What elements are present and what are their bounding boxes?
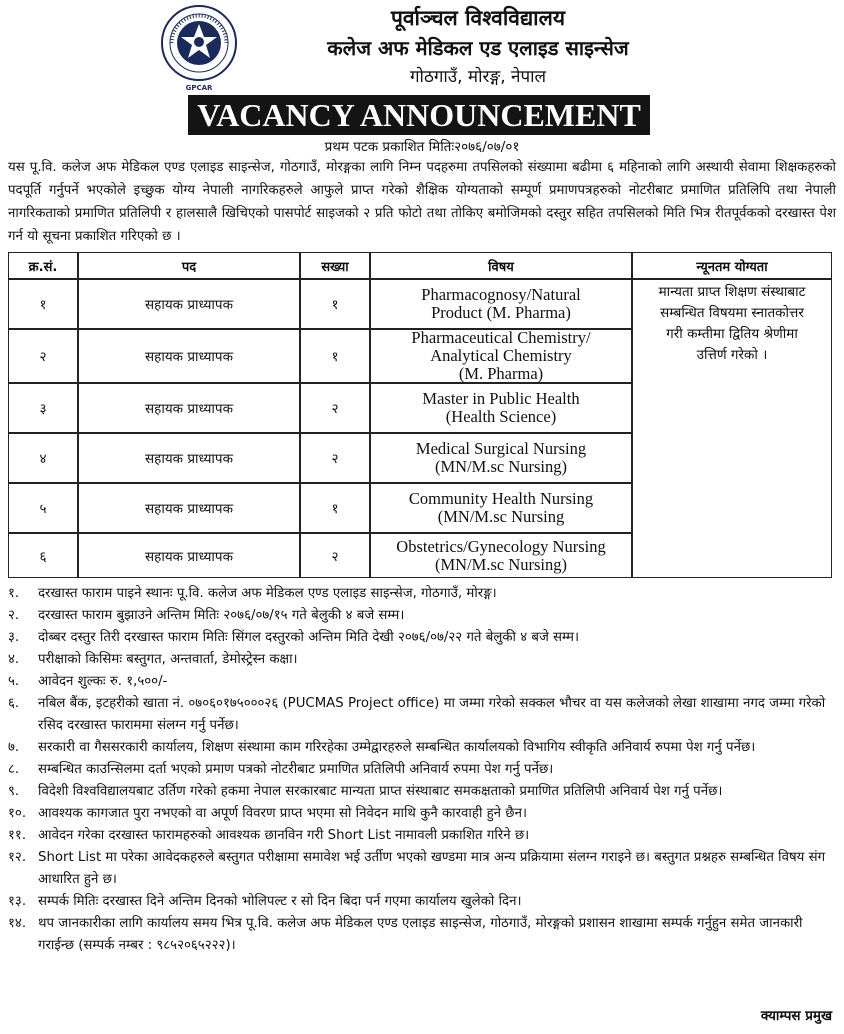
qualification-line: सम्बन्धित विषयमा स्नातकोत्तर: [660, 305, 804, 321]
note-text: सम्पर्क मितिः दरखास्त दिने अन्तिम दिनको भोलिपल्ट र सो दिन बिदा पर्न गएमा कार्यालय खुलेको दिन।: [38, 894, 522, 909]
cell-count: १: [300, 329, 370, 383]
subject-line: Analytical Chemistry: [430, 346, 572, 365]
qualification-line: गरी कम्तीमा द्वितिय श्रेणीमा: [666, 326, 798, 342]
note-item: [8, 649, 838, 671]
cell-count: १: [300, 279, 370, 329]
cell-post: सहायक प्राध्यापक: [78, 383, 300, 433]
note-number: ११.: [8, 828, 27, 843]
note-item: [8, 759, 838, 781]
note-number: ९.: [8, 784, 20, 799]
note-item: [8, 605, 838, 627]
note-number: ७.: [8, 740, 20, 755]
subject-line: (MN/M.sc Nursing): [435, 457, 567, 476]
note-text: आवेदन शुल्कः रु. १,५००/-: [38, 674, 168, 689]
note-text: सरकारी वा गैससरकारी कार्यालय, शिक्षण संस्थामा काम गरिरहेका उम्मेद्वारहरुले सम्बन्धित कार्यालयको विभागिय स्वीकृति अनिवार्य रुपमा पेश गर्नु पर्नेछ।: [38, 740, 756, 755]
note-text: परीक्षाको किसिमः बस्तुगत, अन्तवार्ता, डेमोस्ट्रेस्न कक्षा।: [38, 652, 298, 667]
note-text: थप जानकारीका लागि कार्यालय समय भित्र पू.वि. कलेज अफ मेडिकल एण्ड एलाइड साइन्सेज, गोठगाउँ, मोरङ्गको प्रशासन शाखामा सम्पर्क गर्नुहुन समेत जानकारी गराईन्छ (सम्पर्क नम्बर : ९८५२०६५२२२)।: [38, 916, 803, 953]
note-number: १२.: [8, 850, 27, 865]
subject-line: (Health Science): [445, 407, 557, 426]
header-qualification: न्यूनतम योग्यता: [632, 252, 832, 279]
note-item: [8, 847, 838, 891]
note-number: ६.: [8, 696, 20, 711]
cell-count: २: [300, 433, 370, 483]
cell-subject: [370, 329, 632, 383]
signature: क्याम्पस प्रमुख: [760, 1008, 832, 1024]
header-count: सख्या: [300, 252, 370, 279]
cell-post: सहायक प्राध्यापक: [78, 483, 300, 533]
note-item: [8, 825, 838, 847]
cell-count: २: [300, 383, 370, 433]
cell-qualification: [632, 279, 832, 578]
subject-line: (MN/M.sc Nursing: [437, 507, 565, 526]
notes-list: [8, 583, 838, 957]
cell-sn: ३: [8, 383, 78, 433]
note-text: आवेदन गरेका दरखास्त फारामहरुको आवश्यक छानविन गरी Short List नामावली प्रकाशित गरिने छ।: [38, 828, 530, 843]
note-text: विदेशी विश्वविद्यालयबाट उर्तिण गरेको हकमा नेपाल सरकारबाट मान्यता प्राप्त संस्थाबाट समकक्षताको प्रमाणित प्रतिलिपी अनिवार्य पेश गर्नु पर्नेछ।: [38, 784, 723, 799]
note-text: आवश्यक कागजात पुरा नभएको वा अपूर्ण विवरण प्राप्त भएमा सो निवेदन माथि कुनै कारवाही हुने छैन।: [38, 806, 528, 821]
cell-sn: २: [8, 329, 78, 383]
qualification-line: उत्तिर्ण गरेको ।: [696, 347, 768, 363]
note-number: १.: [8, 586, 20, 601]
subject-line: Master in Public Health: [422, 389, 580, 408]
note-number: २.: [8, 608, 20, 623]
note-item: [8, 781, 838, 803]
note-item: [8, 627, 838, 649]
note-text: दोब्बर दस्तुर तिरी दरखास्त फाराम मितिः सिंगल दस्तुरको अन्तिम मिति देखी २०७६/०७/२२ गते बेलुकी ४ बजे सम्म।: [38, 630, 580, 645]
cell-post: सहायक प्राध्यापक: [78, 329, 300, 383]
cell-post: सहायक प्राध्यापक: [78, 279, 300, 329]
note-number: १४.: [8, 916, 27, 931]
qualification-line: मान्यता प्राप्त शिक्षण संस्थाबाट: [658, 284, 806, 300]
vacancy-banner: VACANCY ANNOUNCEMENT: [188, 95, 650, 135]
header-sn: क्र.सं.: [8, 252, 78, 279]
subject-line: Pharmacognosy/Natural: [421, 285, 581, 304]
note-item: [8, 737, 838, 759]
note-number: ५.: [8, 674, 20, 689]
note-text: Short List मा परेका आवेदकहरुले बस्तुगत परीक्षामा समावेश भई उर्तीण भएको खण्डमा मात्र अन्य प्रक्रियामा संलग्न गराइने छ। बस्तुगत प्रश्नहरु सम्बन्धित विषय संग आधारित हुने छ।: [38, 850, 826, 887]
university-name: पूर्वाञ्चल विश्वविद्यालय: [390, 6, 566, 30]
cell-subject: [370, 483, 632, 533]
subject-line: Medical Surgical Nursing: [415, 439, 587, 458]
cell-count: २: [300, 533, 370, 578]
subject-line: (M. Pharma): [458, 364, 544, 383]
cell-sn: ५: [8, 483, 78, 533]
note-number: ८.: [8, 762, 20, 777]
subject-line: Pharmaceutical Chemistry/: [411, 328, 591, 347]
subject-line: Product (M. Pharma): [431, 303, 571, 322]
header-post: पद: [78, 252, 300, 279]
college-name: कलेज अफ मेडिकल एड एलाइड साइन्सेज: [327, 36, 629, 60]
subject-line: (MN/M.sc Nursing): [435, 554, 567, 574]
cell-count: १: [300, 483, 370, 533]
note-item: [8, 671, 838, 693]
cell-subject: [370, 433, 632, 483]
note-text: नबिल बैंक, इटहरीको खाता नं. ०७०६०१७५०००२६ (PUCMAS Project office) मा जम्मा गरेको सक्कल भौचर वा यस कलेजको लेखा शाखामा नगद जम्मा गरेको रसिद दरखास्त फाराममा संलग्न गर्नु पर्नेछ।: [38, 696, 826, 733]
logo-caption: GPCAR: [185, 84, 213, 92]
subject-line: Community Health Nursing: [408, 489, 594, 508]
note-number: १०.: [8, 806, 27, 821]
note-item: [8, 803, 838, 825]
note-number: १३.: [8, 894, 27, 909]
cell-sn: १: [8, 279, 78, 329]
cell-post: सहायक प्राध्यापक: [78, 433, 300, 483]
note-item: [8, 583, 838, 605]
note-number: ४.: [8, 652, 20, 667]
note-number: ३.: [8, 630, 20, 645]
header-subject: विषय: [370, 252, 632, 279]
note-text: दरखास्त फाराम बुझाउने अन्तिम मितिः २०७६/०७/१५ गते बेलुकी ४ बजे सम्म।: [38, 608, 405, 623]
note-text: दरखास्त फाराम पाइने स्थानः पू.वि. कलेज अफ मेडिकल एण्ड एलाइड साइन्सेज, गोठगाउँ, मोरङ्ग।: [38, 586, 497, 601]
published-date: प्रथम पटक प्रकाशित मितिः२०७६/०७/०१: [324, 139, 520, 155]
subject-line: Obstetrics/Gynecology Nursing: [396, 536, 606, 556]
cell-post: सहायक प्राध्यापक: [78, 533, 300, 578]
note-item: [8, 891, 838, 913]
cell-sn: ६: [8, 533, 78, 578]
cell-subject: [370, 383, 632, 433]
note-text: सम्बन्धित काउन्सिलमा दर्ता भएको प्रमाण पत्रको नोटरीबाट प्रमाणित प्रतिलिपी अनिवार्य रुपमा पेश गर्नु पर्नेछ।: [38, 762, 554, 777]
intro-paragraph: यस पू.वि. कलेज अफ मेडिकल एण्ड एलाइड साइन्सेज, गोठगाउँ, मोरङ्गका लागि निम्न पदहरुमा तपसिलको संख्यामा बढीमा ६ महिनाको लागि अस्थायी सेवामा शिक्षकहरुको पदपूर्ति गर्नुपर्ने भएकोले इच्छुक योग्य नेपाली नागरिकहरुले आफुले प्राप्त गरेको शैक्षिक योग्यताको सम्पूर्ण प्रमाणपत्रहरुको नोटरीबाट प्रमाणित प्रतिलिपि तथा नेपाली नागरिकताको प्रमाणित प्रतिलिपी र हालसालै खिचिएको पासपोर्ट साइजको २ प्रति फोटो तथा तोकिए बमोजिमको दस्तुर सहित तपसिलको मिति भित्र रीतपूर्वककाे दरखास्त पेश गर्न यो सूचना प्रकाशित गरिएको छ ।: [8, 160, 836, 244]
note-item: [8, 913, 838, 957]
cell-sn: ४: [8, 433, 78, 483]
cell-subject: [370, 279, 632, 329]
cell-subject: [370, 533, 632, 578]
note-item: [8, 693, 838, 737]
college-address: गोठगाउँ, मोरङ्ग, नेपाल: [409, 67, 547, 87]
